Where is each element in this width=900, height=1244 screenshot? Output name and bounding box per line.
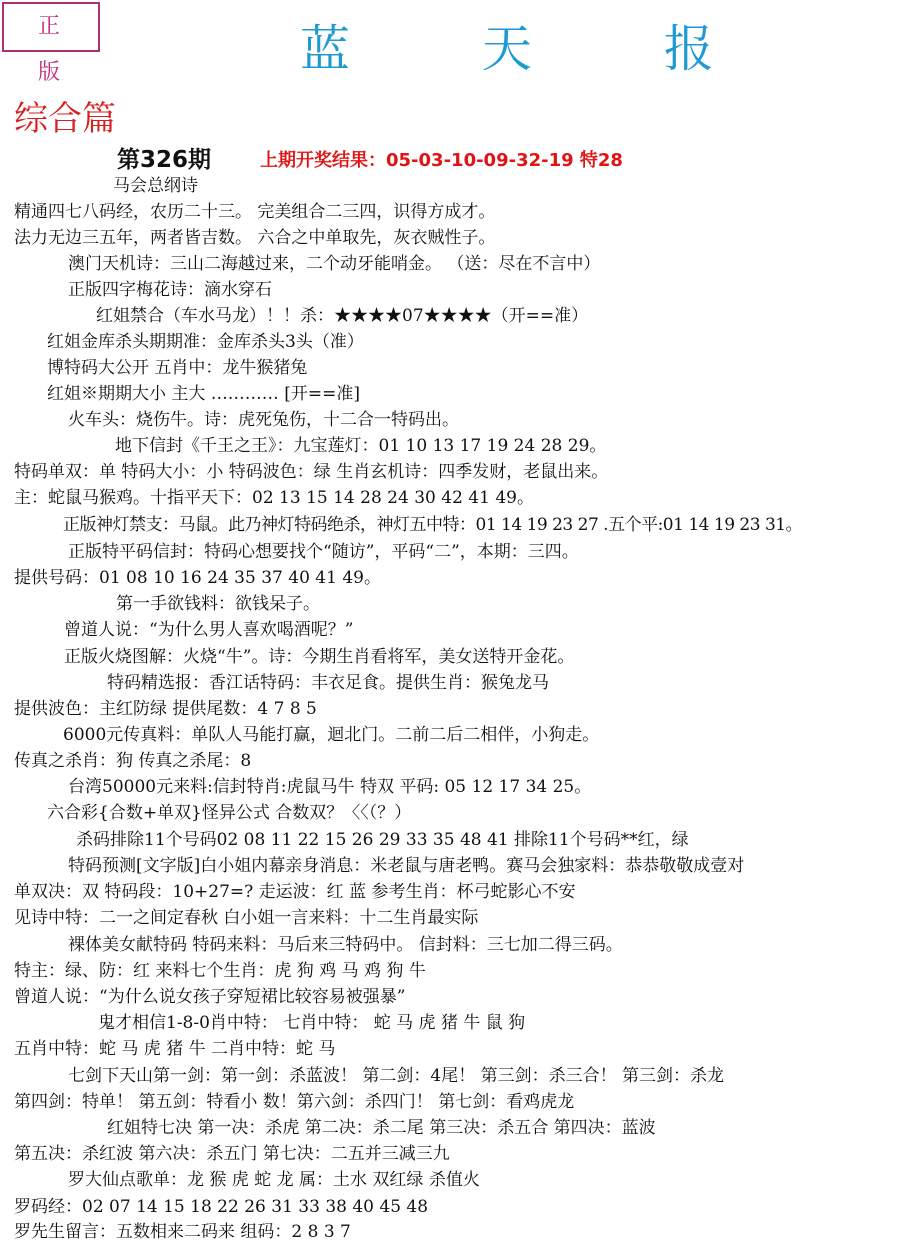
text-line: 红姐禁合（车水马龙）！！杀：★★★★07★★★★（开==准） [96, 306, 589, 326]
text-line: 红姐特七决 第一决：杀虎 第二决：杀二尾 第三决：杀五合 第四决：蓝波 [107, 1118, 656, 1138]
newspaper-masthead: 蓝 天 报 [300, 20, 772, 78]
text-line: 正版特平码信封：特码心想要找个“随访”，平码“二”，本期：三四。 [68, 542, 579, 562]
text-line: 提供波色：主红防绿 提供尾数：4 7 8 5 [14, 699, 317, 719]
text-line: 传真之杀肖：狗 传真之杀尾：8 [14, 751, 252, 771]
text-line: 鬼才相信1-8-0肖中特： 七肖中特： 蛇 马 虎 猪 牛 鼠 狗 [98, 1013, 526, 1033]
text-line: 罗先生留言：五数相来二码来 组码：2 8 3 7 [14, 1222, 351, 1242]
issue-number: 第326期 [117, 147, 212, 173]
text-line: 单双决：双 特码段：10+27=? 走运波：红 蓝 参考生肖：杯弓蛇影心不安 [14, 882, 576, 902]
text-line: 正版四字梅花诗：滴水穿石 [68, 280, 272, 300]
text-line: 火车头：烧伤牛。诗：虎死兔伤，十二合一特码出。 [68, 410, 459, 430]
text-line: 第一手欲钱料：欲钱呆子。 [116, 594, 320, 614]
text-line: 提供号码：01 08 10 16 24 35 37 40 41 49。 [14, 568, 381, 588]
text-line: 法力无边三五年，两者皆吉数。 六合之中单取先，灰衣贼性子。 [14, 228, 496, 248]
text-line: 杀码排除11个号码02 08 11 22 15 26 29 33 35 48 41 排除11个号码**红，绿 [76, 830, 689, 850]
text-line: 五肖中特：蛇 马 虎 猪 牛 二肖中特：蛇 马 [14, 1039, 336, 1059]
text-line: 特码预测[文字版]白小姐内幕亲身消息：米老鼠与唐老鸭。赛马会独家料：恭恭敬敬成壹对 [68, 856, 745, 876]
text-line: 博特码大公开 五肖中：龙牛猴猪兔 [47, 358, 308, 378]
text-line: 特主：绿、防：红 来料七个生肖：虎 狗 鸡 马 鸡 狗 牛 [14, 961, 426, 981]
text-line: 罗码经：02 07 14 15 18 22 26 31 33 38 40 45 48 [14, 1197, 429, 1217]
section-title: 综合篇 [14, 99, 116, 139]
last-draw-result: 上期开奖结果：05-03-10-09-32-19 特28 [260, 150, 623, 171]
text-line: 第四剑：特单！ 第五剑：特看小 数！第六剑：杀四门！ 第七剑：看鸡虎龙 [14, 1092, 575, 1112]
text-line: 主：蛇鼠马猴鸡。十指平天下：02 13 15 14 28 24 30 42 41 49。 [14, 488, 534, 508]
text-line: 特码单双：单 特码大小：小 特码波色：绿 生肖玄机诗：四季发财，老鼠出来。 [14, 462, 609, 482]
text-line: 马会总纲诗 [113, 176, 198, 196]
text-line: 见诗中特：二一之间定春秋 白小姐一言来料：十二生肖最实际 [14, 908, 479, 928]
text-line: 红姐金库杀头期期准：金库杀头3头（准） [47, 332, 364, 352]
text-line: 裸体美女献特码 特码来料：马后来三特码中。 信封料：三七加二得三码。 [68, 935, 623, 955]
text-line: 精通四七八码经，农历二十三。 完美组合二三四，识得方成才。 [14, 202, 496, 222]
text-line: 曾道人说：“为什么说女孩子穿短裙比较容易被强暴” [14, 987, 406, 1007]
text-line: 六合彩{合数+单双}怪异公式 合数双？〈〈（？） [47, 803, 412, 823]
text-line: 澳门天机诗：三山二海越过来，二个动牙能哨金。 （送：尽在不言中） [68, 254, 601, 274]
text-line: 正版神灯禁支：马鼠。此乃神灯特码绝杀，神灯五中特：01 14 19 23 27 .五个平:01 14 19 23 31。 [63, 515, 803, 535]
edition-badge: 正 版 [2, 2, 100, 52]
text-line: 罗大仙点歌单：龙 猴 虎 蛇 龙 属：土水 双红绿 杀值火 [68, 1170, 480, 1190]
text-line: 地下信封《千王之王》：九宝莲灯：01 10 13 17 19 24 28 29。 [115, 436, 607, 456]
text-line: 红姐※期期大小 主大 ………… [开==准] [47, 384, 360, 404]
text-line: 台湾50000元来料:信封特肖:虎鼠马牛 特双 平码: 05 12 17 34 25。 [68, 777, 592, 797]
text-line: 曾道人说：“为什么男人喜欢喝酒呢？” [64, 620, 354, 640]
text-line: 正版火烧图解：火烧“牛”。诗：今期生肖看将军，美女送特开金花。 [64, 647, 575, 667]
text-line: 七剑下天山第一剑：第一剑：杀蓝波！ 第二剑：4尾！ 第三剑：杀三合！ 第三剑：杀龙 [68, 1066, 725, 1086]
text-line: 特码精选报：香江话特码：丰衣足食。提供生肖：猴兔龙马 [107, 673, 549, 693]
text-line: 第五决：杀红波 第六决：杀五门 第七决：二五并三减三九 [14, 1144, 450, 1164]
text-line: 6000元传真料：单队人马能打赢，迴北门。二前二后二相伴，小狗走。 [63, 725, 600, 745]
